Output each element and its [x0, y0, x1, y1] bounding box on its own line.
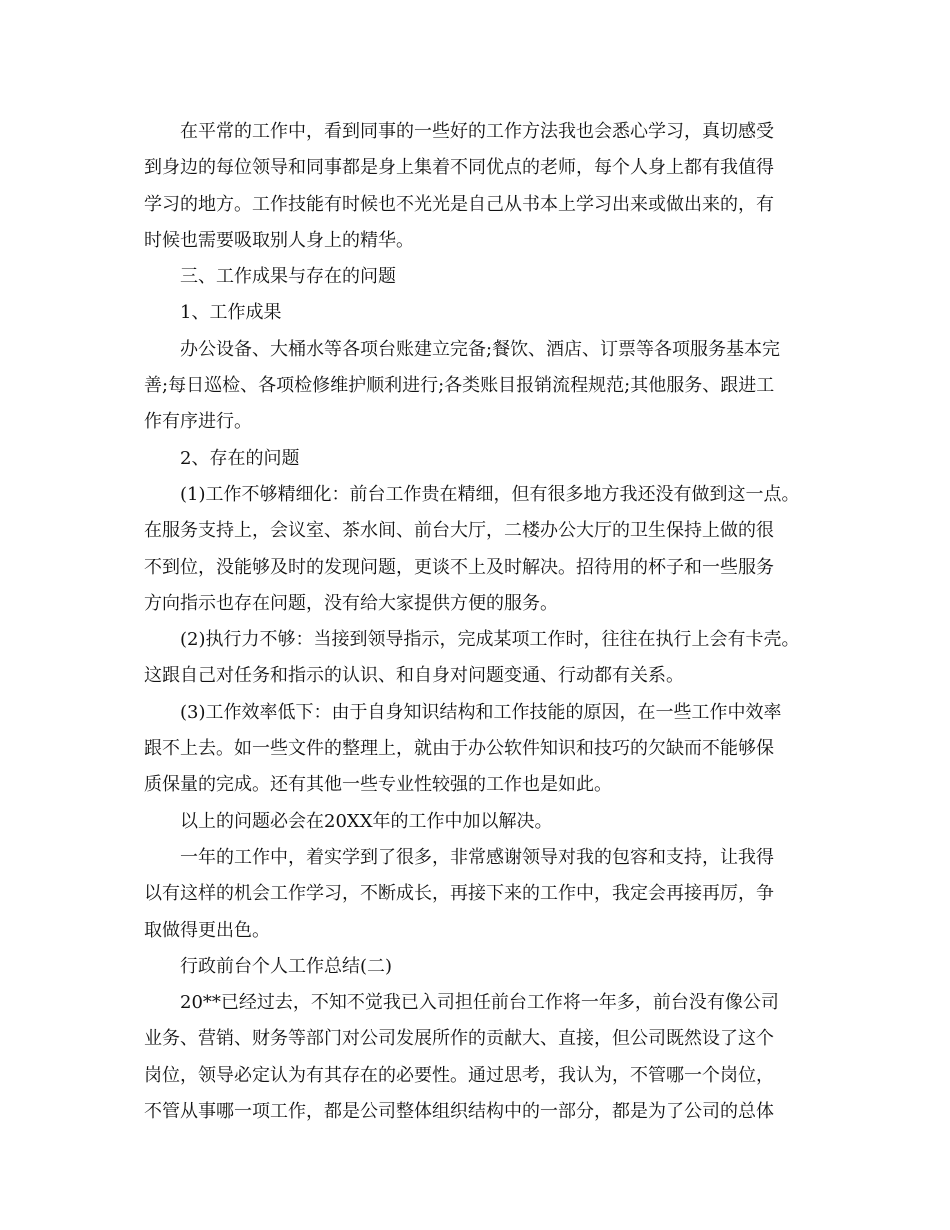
text-line: 质保量的完成。还有其他一些专业性较强的工作也是如此。: [144, 774, 612, 796]
text-line: 业务、营销、财务等部门对公司发展所作的贡献大、直接，但公司既然设了这个: [144, 1028, 774, 1050]
text-line: 时候也需要吸取别人身上的精华。: [144, 229, 414, 251]
text-line: 善;每日巡检、各项检修维护顺利进行;各类账目报销流程规范;其他服务、跟进工: [144, 375, 775, 397]
text-line: 行政前台个人工作总结(二): [180, 955, 393, 977]
text-line: 作有序进行。: [144, 411, 252, 433]
text-line: 不管从事哪一项工作，都是公司整体组织结构中的一部分，都是为了公司的总体: [144, 1101, 774, 1123]
text-line: 1、工作成果: [180, 302, 282, 324]
text-line: 以上的问题必会在20XX年的工作中加以解决。: [180, 810, 553, 832]
text-line: 20**已经过去，不知不觉我已入司担任前台工作将一年多，前台没有像公司: [180, 992, 779, 1014]
text-line: 岗位，领导必定认为有其存在的必要性。通过思考，我认为，不管哪一个岗位，: [144, 1064, 774, 1086]
text-line: 在服务支持上，会议室、茶水间、前台大厅，二楼办公大厅的卫生保持上做的很: [144, 520, 774, 542]
text-line: (2)执行力不够：当接到领导指示，完成某项工作时，往往在执行上会有卡壳。: [180, 629, 800, 651]
text-line: (3)工作效率低下：由于自身知识结构和工作技能的原因，在一些工作中效率: [180, 701, 782, 723]
text-line: 以有这样的机会工作学习，不断成长，再接下来的工作中，我定会再接再厉，争: [144, 883, 774, 905]
text-line: 到身边的每位领导和同事都是身上集着不同优点的老师，每个人身上都有我值得: [144, 157, 774, 179]
text-line: 不到位，没能够及时的发现问题，更谈不上及时解决。招待用的杯子和一些服务: [144, 556, 774, 578]
text-line: 办公设备、大桶水等各项台账建立完备;餐饮、酒店、订票等各项服务基本完: [180, 338, 781, 360]
text-line: 一年的工作中，着实学到了很多，非常感谢领导对我的包容和支持，让我得: [180, 846, 774, 868]
text-line: (1)工作不够精细化：前台工作贵在精细，但有很多地方我还没有做到这一点。: [180, 483, 800, 505]
text-line: 三、工作成果与存在的问题: [180, 266, 396, 288]
text-line: 跟不上去。如一些文件的整理上，就由于办公软件知识和技巧的欠缺而不能够保: [144, 738, 774, 760]
text-line: 方向指示也存在问题，没有给大家提供方便的服务。: [144, 592, 558, 614]
text-line: 在平常的工作中，看到同事的一些好的工作方法我也会悉心学习，真切感受: [180, 121, 774, 142]
text-line: 学习的地方。工作技能有时候也不光光是自己从书本上学习出来或做出来的，有: [144, 193, 774, 215]
text-line: 取做得更出色。: [144, 919, 270, 941]
text-line: 2、存在的问题: [180, 447, 300, 469]
document-body: [144, 114, 824, 1130]
text-line: 这跟自己对任务和指示的认识、和自身对问题变通、行动都有关系。: [144, 665, 684, 687]
